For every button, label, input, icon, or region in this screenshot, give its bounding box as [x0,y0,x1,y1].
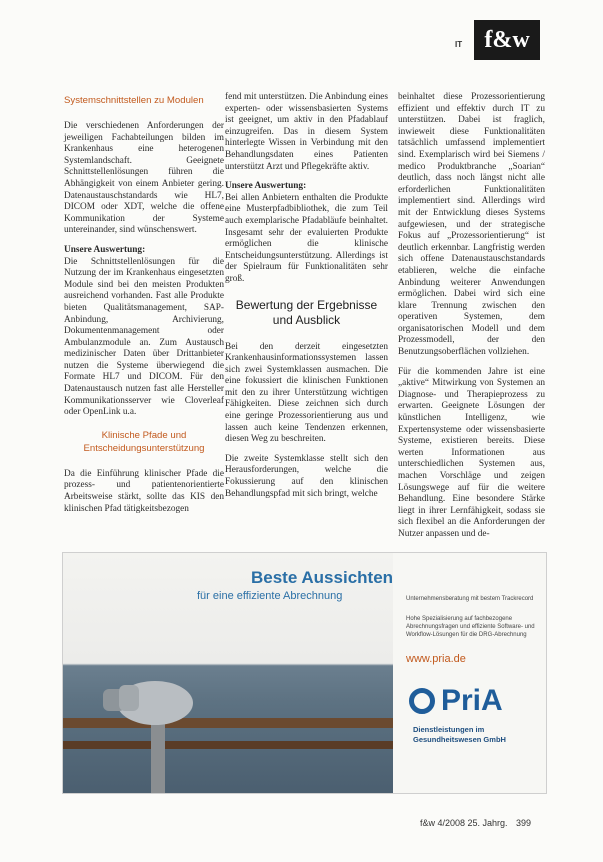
subheading: Systemschnittstellen zu Modulen [64,95,204,106]
column-3 [398,92,545,549]
runin-heading: Unsere Auswertung: [225,181,307,192]
ad-headline: Beste Aussichten [251,568,394,587]
pria-logo-text: PriA [441,684,503,717]
pria-logo-icon [409,688,435,714]
section-label: IT [455,40,463,49]
paragraph: Bei den derzeit eingesetzten Krankenhausinformationssystemen lassen sich zwei Systemklassen ausmachen. Die eine fokussiert die klinischen Funktionen mit den zu ihrer Unterstützung wichtigen Fähigkeiten. Diese zeichnen sich durch eine geringe Prozessorientierung aus und lassen auch keine Tendenzen erkennen, diesen Weg zu beschreiten. [225,341,388,445]
paragraph: beinhaltet diese Prozessorientierung effizient und effektiv durch IT zu unterstützen. Dabei ist fraglich, inwieweit diese Funktionalitäten tatsächlich umfassend implementiert sind. Exemplarisch wird bei Siemens / medico Produktbranche „Soarian“ deutlich, dass noch längst nicht alle erforderlichen Funktionalitäten implementiert sind. Allerdings wird mit der Entwicklung dieses Systems aufgewiesen, und der strategische Fokus auf „Prozessorientierung“ ist deutlich erkennbar. Langfristig werden sich offene Datenaustauschstandards etablieren, welche die einfache Anbindung weiterer Anwendungen ermöglichen. Dabei wird sich eine klare Trennung zwischen den operativen Systemen, dem organisatorischen Modell und dem Prozessmodell, der den Benutzungsoberflächen vollziehen. [398,92,545,358]
section-heading: Bewertung der Ergebnisse und Ausblick [235,297,378,327]
subheading: Klinische Pfade und Entscheidungsunterstützung [83,429,205,454]
paragraph: Die Schnittstellenlösungen für die Nutzung der im Krankenhaus eingesetzten Module sind bei den meisten Produkten ausreichend vorhanden. Fast alle Produkte bieten Qualitätsmanagement, SAP-Anbindung, Archivierung, Dokumentenmanagement oder Ambulanzmodule an. Zum Austausch medizinischer Daten über Drittanbieter nutzen die Systeme überwiegend die Formate HL7 und DICOM. Für den Datenaustausch nutzen fast alle Hersteller Kommunikationsserver wie Cloverleaf oder OpenLink u.a. [64,256,224,418]
column-2 [225,92,388,508]
pria-logo [409,681,529,721]
runin-heading: Unsere Auswertung: [64,244,146,255]
page-number: 399 [516,818,532,828]
journal-logo: f&w [474,20,540,60]
paragraph: Für die kommenden Jahre ist eine „aktive“ Mitwirkung von Systemen an Diagnose- und Therapieprozess zu erwarten. Geeignete Lösungen der künstlichen Intelligenz, wie Expertensysteme oder wissensbasierte Systeme, existieren bereits. Diese werten Informationen aus unterschiedlichen Systemen aus, machen Vorschläge und zeigen Lösungswege auf für die weitere Behandlung. Eine besondere Stärke liegt in ihrer Lernfähigkeit, sodass sie sich flexibel an die Anforderungen der Nutzer anpassen und de- [398,366,545,539]
ad-subline: für eine effiziente Abrechnung [197,590,343,602]
column-1 [64,92,224,523]
paragraph: Die verschiedenen Anforderungen der jeweiligen Fachabteilungen bilden im Krankenhaus eine heterogenen Systemlandschaft. Geeignete Schnittstellenlösungen führen die Abhängigkeit von einem Anbieter gering. Datenaustauschstandards wie HL7, DICOM oder XDT, welche die offene Kommunikation der Systeme untereinander, sind wünschenswert. [64,121,224,236]
ad-company-name [413,725,506,745]
ad-text: Unternehmensberatung mit bestem Trackrecord [406,596,534,602]
ad-photo-binoculars-sea [63,553,393,793]
paragraph: Bei allen Anbietern enthalten die Produkte eine Musterpfadbibliothek, die zum Teil auch exemplarische Pfadabläufe beinhaltet. Insgesamt sehr der evaluierten Produkte ermöglichen die klinische Entscheidungsunterstützung. Allerdings ist der Spielraum für Funktionalitäten sehr groß. [225,192,388,284]
paragraph: Die zweite Systemklasse stellt sich den Herausforderungen, welche die Fokussierung auf den klinischen Behandlungspfad mit sich bringt, welche [225,453,388,499]
advertisement[interactable] [62,552,547,794]
paragraph: fend mit unterstützen. Die Anbindung eines experten- oder wissensbasierten Systems ist geeignet, um aktiv in den Pfadablauf einzugreifen. Das in diesem System hinterlegte Wissen in Verbindung mit den Behandlungsdaten eines Patienten unterstützt Arzt und Pflegekräfte aktiv. [225,92,388,172]
ad-text: Hohe Spezialisierung auf fachbezogene Abrechnungsfragen und effiziente Software- und Workflow-Lösungen für die DRG-Abrechnung [406,616,535,638]
company-line: Gesundheitswesen GmbH [413,735,506,744]
footer-issue: f&w 4/2008 25. Jahrg. [420,818,508,828]
binocular-viewer-icon [63,553,393,793]
ad-url-link[interactable]: www.pria.de [406,653,466,665]
company-line: Dienstleistungen im [413,725,485,734]
paragraph: Da die Einführung klinischer Pfade die prozess- und patientenorientierte Arbeitsweise stärkt, sollte das KIS den klinischen Pfad tätigkeitsbezogen [64,468,224,514]
